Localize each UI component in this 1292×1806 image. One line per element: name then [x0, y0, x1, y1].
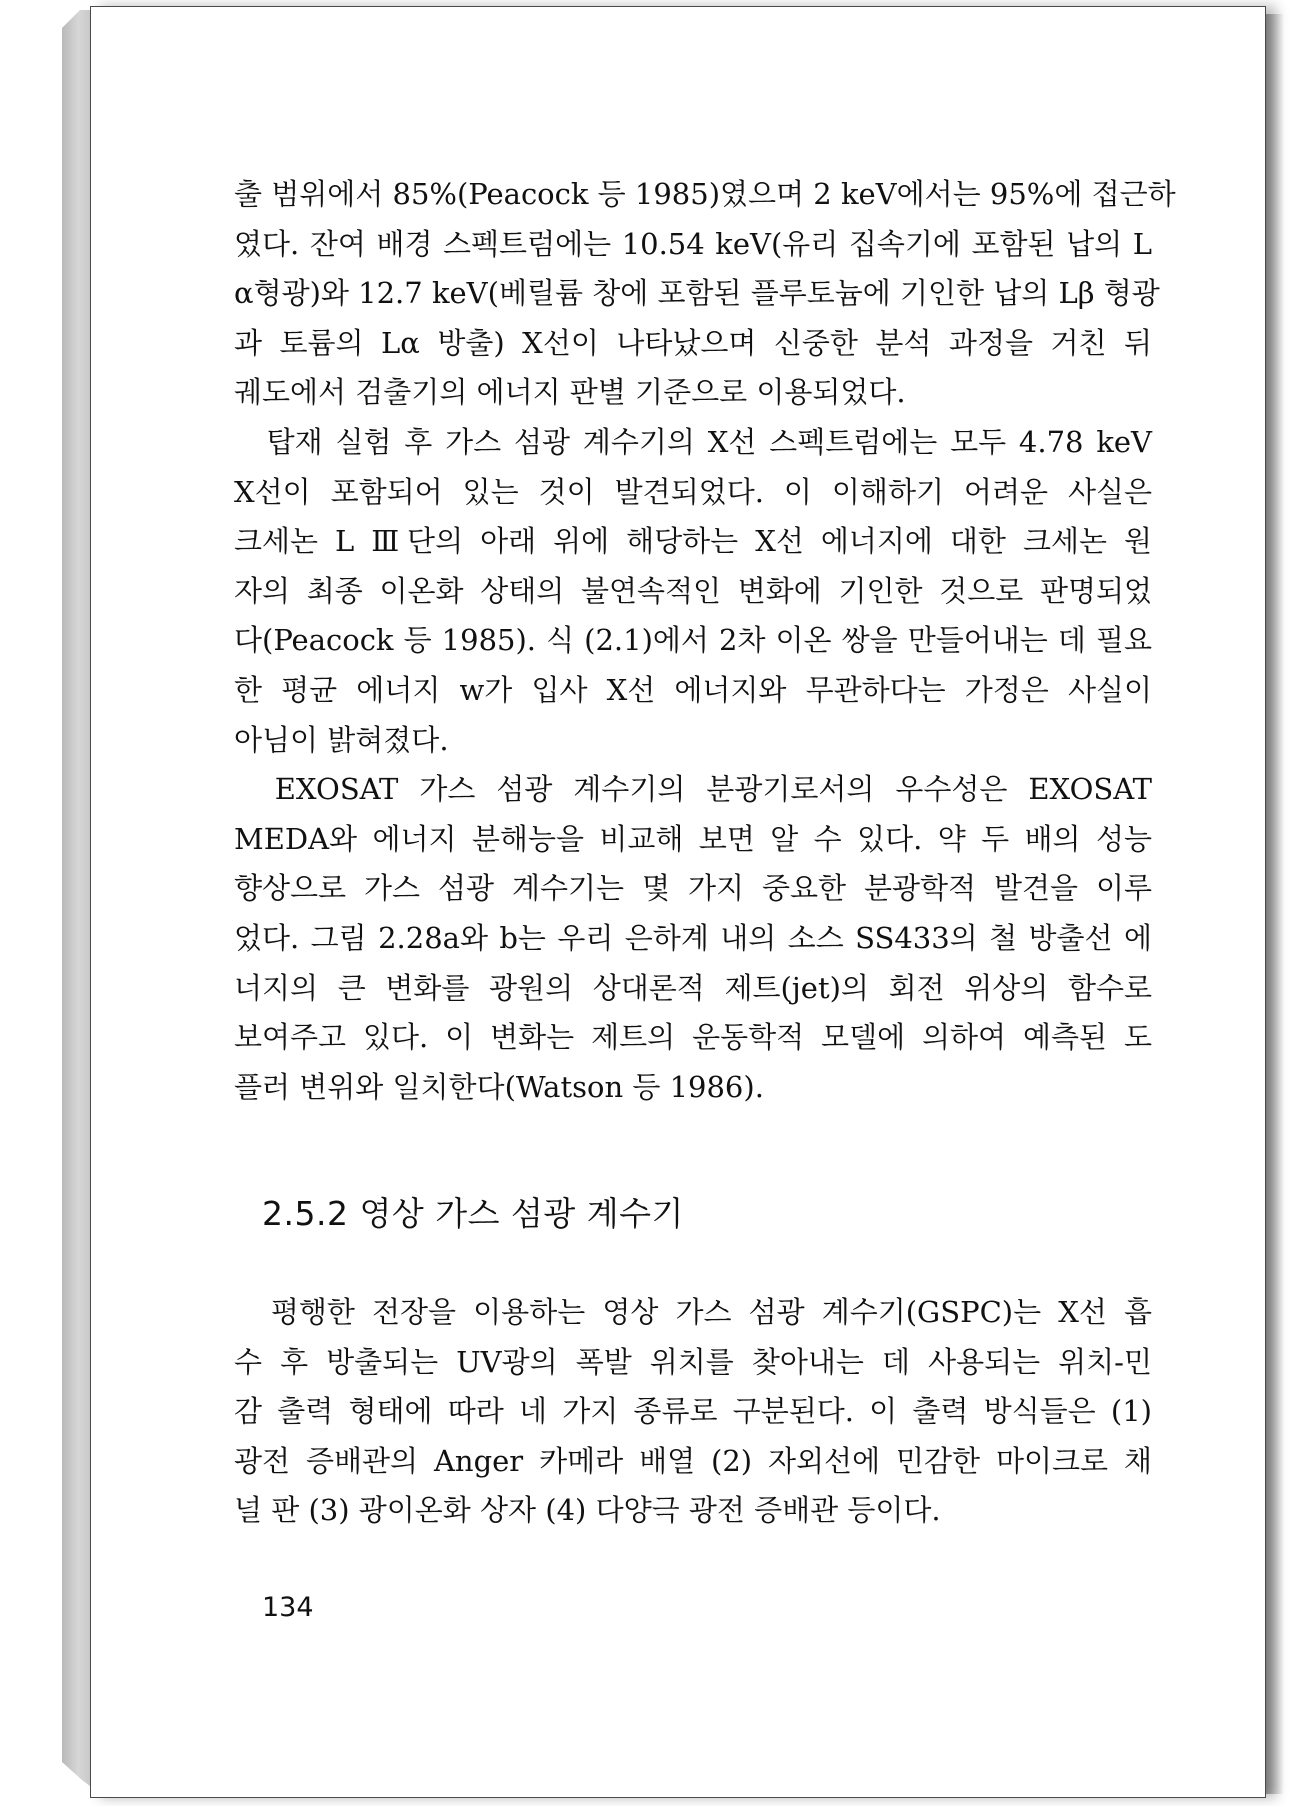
text-line: 아님이 밝혀졌다. — [234, 722, 449, 757]
text-line: 과 토륨의 Lα 방출) X선이 나타났으며 신중한 분석 과정을 거친 뒤 — [234, 325, 1152, 360]
text-line: 출 범위에서 85%(Peacock 등 1985)였으며 2 keV에서는 95%에 접근하 — [234, 177, 1176, 211]
text-line: 광전 증배관의 Anger 카메라 배열 (2) 자외선에 민감한 마이크로 채 — [234, 1443, 1152, 1478]
text-line: EXOSAT 가스 섬광 계수기의 분광기로서의 우수성은 EXOSAT — [234, 772, 1152, 807]
text-line: 탑재 실험 후 가스 섬광 계수기의 X선 스펙트럼에는 모두 4.78 keV — [234, 424, 1152, 459]
text-line: 너지의 큰 변화를 광원의 상대론적 제트(jet)의 회전 위상의 함수로 — [234, 970, 1152, 1005]
text-line: MEDA와 에너지 분해능을 비교해 보면 알 수 있다. 약 두 배의 성능 — [234, 821, 1152, 856]
text-line: 널 판 (3) 광이온화 상자 (4) 다양극 광전 증배관 등이다. — [234, 1493, 941, 1528]
page-shadow — [1266, 14, 1284, 1794]
text-line: 궤도에서 검출기의 에너지 판별 기준으로 이용되었다. — [234, 375, 906, 410]
text-line: 다(Peacock 등 1985). 식 (2.1)에서 2차 이온 쌍을 만들어내는 데 필요 — [234, 623, 1152, 658]
text-line: 었다. 그림 2.28a와 b는 우리 은하계 내의 소스 SS433의 철 방출선 에 — [234, 920, 1152, 955]
text-line: α형광)와 12.7 keV(베릴륨 창에 포함된 플루토늄에 기인한 납의 Lβ 형광 — [234, 276, 1160, 311]
section-body-text — [234, 1288, 1152, 1536]
text-line: 향상으로 가스 섬광 계수기는 몇 가지 중요한 분광학적 발견을 이루 — [234, 871, 1152, 906]
paragraph-4 — [234, 1288, 1152, 1536]
paragraph-2 — [234, 418, 1152, 765]
text-line: 크세논 L Ⅲ단의 아래 위에 해당하는 X선 에너지에 대한 크세논 원 — [234, 524, 1152, 559]
text-line: 플러 변위와 일치한다(Watson 등 1986). — [234, 1069, 764, 1104]
paragraph-3 — [234, 765, 1152, 1112]
text-line: 수 후 방출되는 UV광의 폭발 위치를 찾아내는 데 사용되는 위치-민 — [234, 1344, 1152, 1379]
text-line: 자의 최종 이온화 상태의 불연속적인 변화에 기인한 것으로 판명되었 — [234, 573, 1152, 608]
text-line: 였다. 잔여 배경 스펙트럼에는 10.54 keV(유리 집속기에 포함된 납의 L — [234, 226, 1152, 261]
paragraph-1 — [234, 170, 1176, 418]
body-text — [234, 170, 1176, 1112]
section-heading: 2.5.2 영상 가스 섬광 계수기 — [262, 1194, 684, 1233]
text-line: 보여주고 있다. 이 변화는 제트의 운동학적 모델에 의하여 예측된 도 — [234, 1020, 1152, 1055]
text-line: X선이 포함되어 있는 것이 발견되었다. 이 이해하기 어려운 사실은 — [234, 474, 1152, 509]
text-line: 감 출력 형태에 따라 네 가지 종류로 구분된다. 이 출력 방식들은 (1) — [234, 1394, 1152, 1429]
page-number: 134 — [262, 1592, 314, 1623]
text-line: 평행한 전장을 이용하는 영상 가스 섬광 계수기(GSPC)는 X선 흡 — [234, 1295, 1152, 1329]
text-line: 한 평균 에너지 w가 입사 X선 에너지와 무관하다는 가정은 사실이 — [234, 672, 1152, 707]
